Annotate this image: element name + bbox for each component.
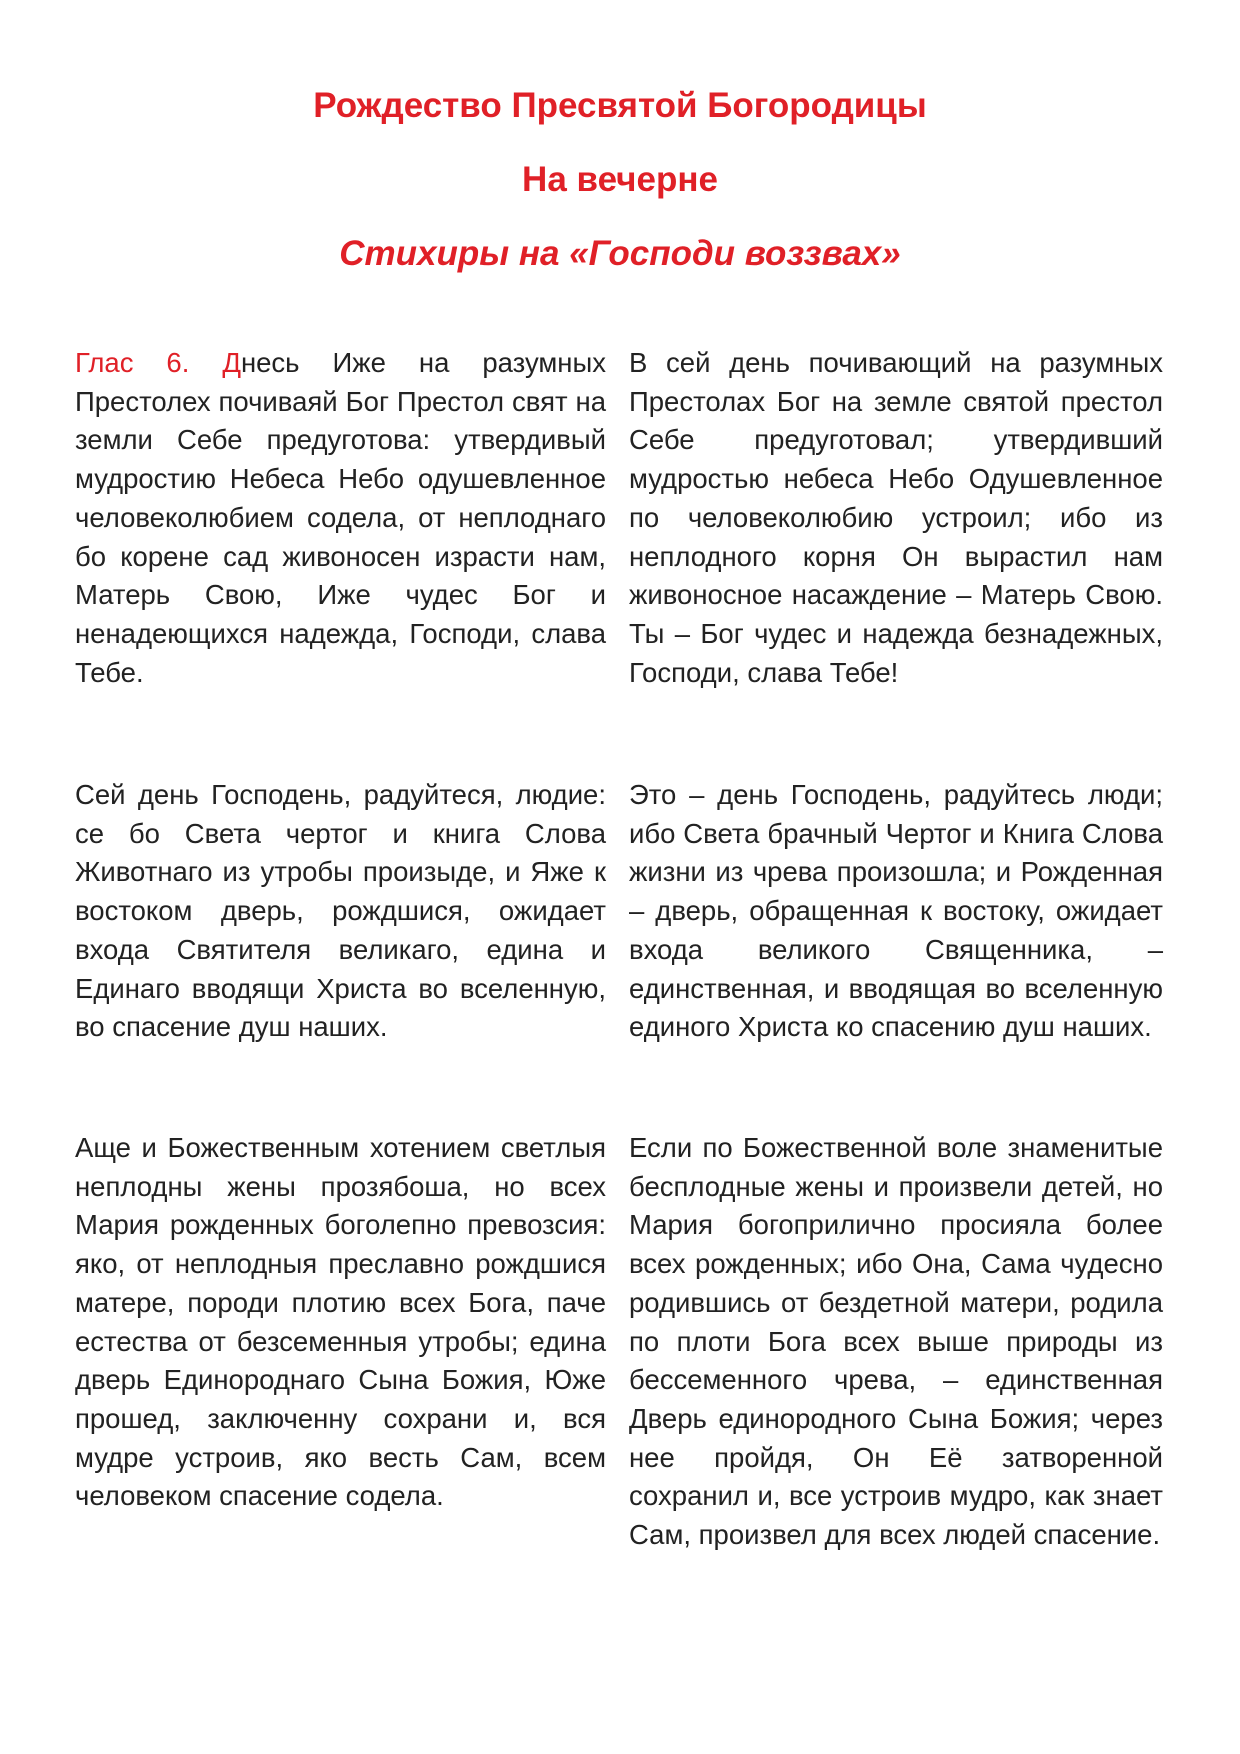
sticheron-1-slavonic-text: несь Иже на разумных Престолех почиваяй Бог Престол свят на земли Себе предуготова: утвердивый мудростию Небеса Небо одушевленное человеколюбием содела, от неплоднаго бо корене сад живоносен израсти нам, Матерь Свою, Иже чудес Бог и ненадеющихся надежда, Господи, слава Тебе. <box>75 347 607 688</box>
sticheron-3-church-slavonic: Аще и Божественным хотением светлыя неплодны жены прозябоша, но всех Мария рожденных боголепно превозсия: яко, от неплодныя преславно рождшися матере, породи плотию всех Бога, паче естества от безсеменныя утробы; едина дверь Единороднаго Сына Божия, Юже прошед, заключенну сохрани и, вся мудре устроив, яко весть Сам, всем человеком спасение содела. <box>75 1132 606 1512</box>
page-title: Рождество Пресвятой Богородицы <box>313 86 927 125</box>
section-heading: Стихиры на «Господи воззвах» <box>339 234 901 273</box>
sticheron-3-russian: Если по Божественной воле знаменитые бесплодные жены и произвели детей, но Мария богоприлично просияла более всех рожденных; ибо Она, Сама чудесно родившись от бездетной матери, родила по плоти Бога всех выше природы из бессеменного чрева, – единственная Дверь единородного Сына Божия; через нее пройдя, Он Её затворенной сохранил и, все устроив мудро, как знает Сам, произвел для всех людей спасение. <box>629 1132 1163 1551</box>
tone-marker: Глас 6. Д <box>75 347 241 378</box>
sticheron-2-church-slavonic: Сей день Господень, радуйтеся, людие: се бо Света чертог и книга Слова Животнаго из утробы произыде, и Яже к востоком дверь, рождшися, ожидает входа Святителя великаго, едина и Единаго вводящи Христа во вселенную, во спасение душ наших. <box>75 779 606 1043</box>
sticheron-1-church-slavonic <box>75 344 606 692</box>
sticheron-1-russian: В сей день почивающий на разумных Престолах Бог на земле святой престол Себе предуготовал; утвердивший мудростью небеса Небо Одушевленное по человеколюбию устроил; ибо из неплодного корня Он вырастил нам живоносное насаждение – Матерь Свою. Ты – Бог чудес и надежда безнадежных, Господи, слава Тебе! <box>629 347 1163 688</box>
page-subtitle: На вечерне <box>522 160 718 199</box>
sticheron-2-russian: Это – день Господень, радуйтесь люди; ибо Света брачный Чертог и Книга Слова жизни из чрева произошла; и Рожденная – дверь, обращенная к востоку, ожидает входа великого Священника, – единственная, и вводящая во вселенную единого Христа ко спасению душ наших. <box>629 779 1163 1043</box>
